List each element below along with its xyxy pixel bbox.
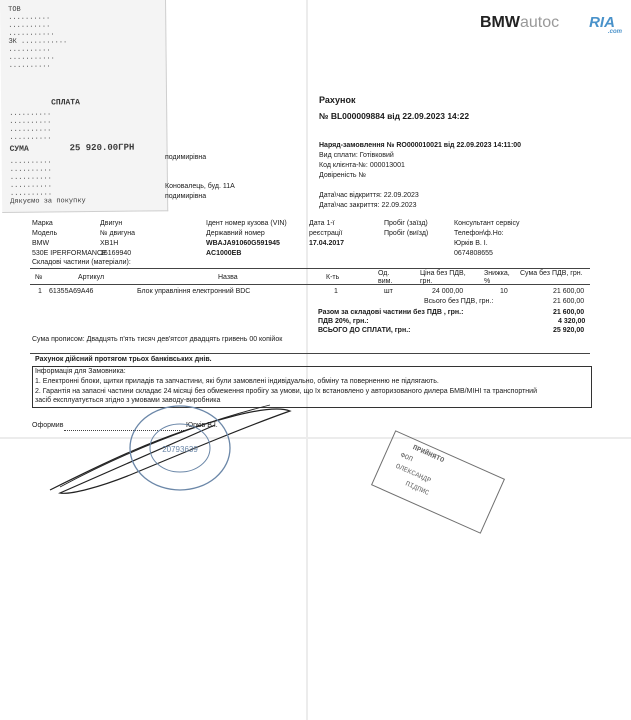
th-discount: Знижка, %	[484, 270, 510, 285]
receipt-line: СПЛАТА	[51, 98, 80, 108]
rect-stamp-line: ОЛЕКСАНДР	[394, 462, 432, 486]
label-engine: Двигун	[100, 220, 123, 227]
vehicle-make: BMW	[32, 240, 50, 247]
th-name: Назва	[218, 274, 238, 281]
vehicle-consultant: Юрків В. І.	[454, 240, 488, 247]
label-model: Модель	[32, 230, 58, 237]
receipt-line: ..........	[9, 165, 52, 174]
client-name-fragment: подимирівна	[165, 154, 207, 161]
info-line-1: 1. Електронні блоки, щитки приладів та запчастини, які були замовлені індивідуально, обміну та поверненню не підлягають.	[35, 378, 439, 385]
document-number: № BL000009884 від 22.09.2023 14:22	[319, 111, 470, 121]
label-make: Марка	[32, 220, 53, 227]
cell-name: Блок управління електронний BDC	[137, 288, 251, 295]
vehicle-model: 530E IPERFORMANCE	[32, 250, 107, 257]
info-title: Інформація для Замовника:	[35, 368, 126, 375]
closed-date: Дата\час закриття: 22.09.2023	[319, 202, 417, 209]
cell-article: 61355A69A46	[49, 288, 94, 295]
info-line-3: засіб експлуатується згідно з умовами заводу-виробника	[35, 397, 221, 404]
pasted-receipt	[0, 0, 168, 213]
label-consultant: Консультант сервісу	[454, 220, 520, 227]
receipt-line: ..........	[9, 189, 53, 198]
receipt-line: ..........	[8, 21, 51, 30]
receipt-line: СУМА	[9, 144, 29, 154]
ria-watermark: RIA .com	[589, 14, 622, 35]
opened-date: Дата\час відкриття: 22.09.2023	[319, 192, 419, 199]
rect-stamp	[371, 430, 505, 534]
receipt-line: ..........	[9, 133, 52, 142]
vehicle-engine: XB1H	[100, 240, 119, 247]
parts-total-value: 21 600,00	[553, 309, 585, 316]
vehicle-phone: 0674808655	[454, 250, 493, 257]
receipt-line: ..........	[9, 181, 53, 190]
bmw-logo: BMWautoc	[480, 14, 560, 31]
sum-in-words: Сума прописом: Двадцять п'ять тисяч дев'ятсот двадцять гривень 00 копійок	[32, 336, 283, 343]
cell-sum: 21 600,00	[553, 288, 585, 295]
validity-rule	[30, 353, 590, 354]
receipt-line: ..........	[9, 125, 52, 134]
table-top-rule	[30, 268, 590, 269]
parts-total-label: Разом за складові частини без ПДВ , грн.:	[318, 309, 464, 316]
label-phone: Телефон\ф.Hо:	[454, 230, 504, 237]
cell-num: 1	[38, 288, 42, 295]
receipt-line: ТОВ	[8, 5, 21, 14]
receipt-line: ЗК ...........	[8, 37, 68, 46]
payment-type: Вид сплати: Готівковий	[319, 152, 394, 159]
label-plate: Державний номер	[206, 230, 265, 237]
receipt-line: ..........	[9, 117, 52, 126]
client-name-fragment-2: подимирівна	[165, 193, 207, 200]
client-address-fragment: Коновалець, буд. 11А	[165, 183, 235, 190]
th-unit: Од. вим.	[378, 270, 393, 285]
receipt-amount: 25 920.00ГРН	[69, 142, 135, 154]
label-vin: Ідент номер кузова (VIN)	[206, 220, 287, 227]
receipt-line: ..........	[9, 157, 52, 166]
label-reg-date-2: реєстрації	[309, 230, 343, 237]
label-engine-no: № двигуна	[100, 230, 135, 237]
cell-qty: 1	[334, 288, 338, 295]
label-mileage-out: Пробіг (виїзд)	[384, 230, 429, 237]
th-qty: К-ть	[326, 274, 340, 281]
vehicle-plate: AC1000EB	[206, 250, 242, 257]
receipt-line: ...........	[8, 53, 55, 62]
receipt-line: ..........	[9, 173, 52, 182]
total-no-vat-label: Всього без ПДВ, грн.:	[424, 298, 494, 305]
issued-label: Оформив	[32, 422, 64, 429]
receipt-line: ..........	[8, 13, 51, 22]
rect-stamp-line: ПІДПИС	[403, 480, 431, 498]
client-code: Код клієнта-№: 000013001	[319, 162, 405, 169]
rect-stamp-line: ФОП	[398, 451, 414, 465]
vat-label: ПДВ 20%, грн.:	[318, 318, 369, 325]
vat-value: 4 320,00	[558, 318, 586, 325]
receipt-line: Дякуємо за покупку	[10, 197, 86, 206]
cell-discount: 10	[500, 288, 508, 295]
receipt-line: ..........	[9, 109, 52, 118]
rect-stamp-line: ПРИЙНЯТО	[411, 444, 446, 466]
total-no-vat-value: 21 600,00	[553, 298, 585, 305]
label-mileage-in: Пробіг (заїзд)	[384, 220, 428, 227]
table-header-rule	[30, 284, 590, 285]
cell-price: 24 000,00	[432, 288, 464, 295]
cell-unit: шт	[384, 288, 393, 295]
vehicle-engine-no: 16169940	[100, 250, 132, 257]
order-line: Наряд-замовлення № RO000010021 від 22.09.2023 14:11:00	[319, 142, 522, 149]
validity-note: Рахунок дійсний протягом трьох банківських днів.	[35, 356, 212, 363]
th-num: №	[35, 274, 43, 281]
label-reg-date: Дата 1-ї	[309, 220, 335, 227]
grand-total-label: ВСЬОГО ДО СПЛАТИ, грн.:	[318, 327, 411, 334]
receipt-line: ..........	[8, 61, 51, 70]
issued-name: Юрків В.І.	[186, 422, 218, 429]
vehicle-vin: WBAJA91060G591945	[206, 240, 280, 247]
th-price: Ціна без ПДВ, грн.	[420, 270, 466, 285]
vehicle-reg-date: 17.04.2017	[309, 240, 345, 247]
receipt-line: ..........	[8, 45, 51, 54]
receipt-line: ...........	[8, 29, 55, 38]
document-title: Рахунок	[319, 95, 356, 105]
crease-vertical	[306, 0, 308, 720]
grand-total-value: 25 920,00	[553, 327, 585, 334]
proxy: Довіреність №	[319, 172, 367, 179]
round-stamp-code: 20793639	[162, 445, 198, 454]
parts-section-title: Складові частини (матеріали):	[32, 259, 131, 266]
th-article: Артикул	[78, 274, 105, 281]
th-sum: Сума без ПДВ, грн.	[520, 270, 583, 277]
info-line-2: 2. Гарантія на запасні частини складає 24 місяці без обмеження пробігу за умови, що їх встановлено у авторизованого дилера БМВ/МІНІ та транспортний	[35, 388, 537, 395]
round-stamp	[120, 398, 240, 498]
